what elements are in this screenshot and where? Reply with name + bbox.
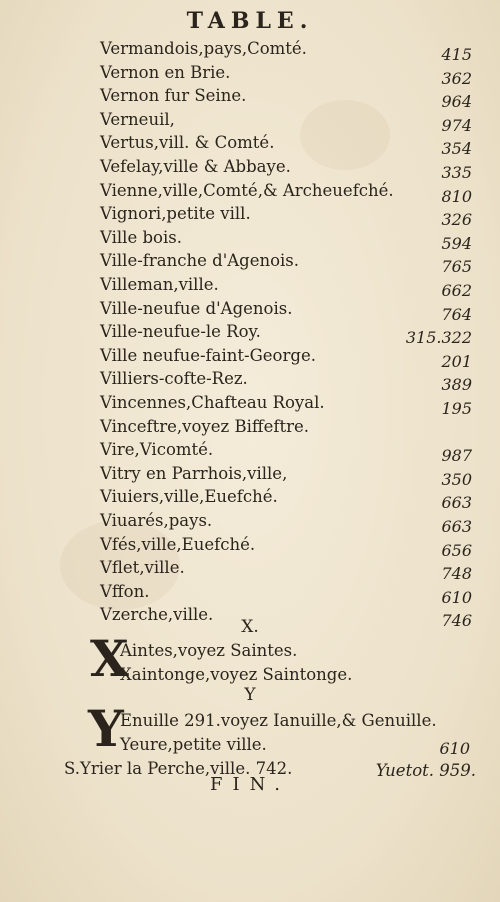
entry-page-number: 201 [441, 351, 472, 371]
index-entry [0, 345, 500, 369]
entry-name: Ville-neufue d'Agenois. [100, 298, 293, 318]
entry-name: Vire,Vicomté. [100, 440, 214, 460]
section-x-line-2: Xaintonge,voyez Saintonge. [120, 665, 353, 684]
index-entry [0, 368, 500, 395]
page-title: TABLE. [186, 8, 314, 34]
index-entry [0, 132, 500, 159]
entry-page-number: 195 [441, 399, 472, 418]
entry-page-number: 594 [441, 233, 472, 253]
section-y-line-1: Enuille 291.voyez Ianuille,& Genuille. [120, 711, 437, 730]
entry-page-number: 974 [441, 115, 472, 135]
section-x-dropcap: X [90, 629, 129, 688]
entry-name: Vignori,petite vill. [100, 204, 251, 224]
entry-page-number: 315.322 [405, 328, 472, 348]
entry-page-number: 748 [441, 564, 472, 584]
index-entry [0, 392, 500, 416]
entry-page-number: 810 [441, 186, 472, 206]
entry-name: Vitry en Parrhois,ville, [100, 463, 288, 483]
entry-page-number: 389 [441, 375, 472, 395]
section-x-heading: X. [241, 617, 259, 637]
entry-page-number: 362 [441, 68, 472, 88]
index-entry [0, 109, 500, 133]
section-y-line-2: Yeure,petite ville. [120, 735, 267, 754]
entry-page-number: 610 [441, 587, 472, 607]
entry-page-number: 335 [441, 163, 472, 182]
entry-page-number: 656 [441, 540, 472, 560]
index-entry [0, 439, 500, 466]
section-y-last-line: S.Yrier la Perche,ville. 742. [64, 759, 293, 778]
entry-name: Ville-franche d'Agenois. [100, 251, 300, 271]
index-entry [0, 274, 500, 298]
entry-name: Vffon. [100, 581, 150, 601]
entry-page-number: 415 [441, 45, 472, 64]
entry-name: Verneuil, [100, 109, 175, 129]
fin-mark: FIN. [210, 774, 290, 795]
entry-name: Vzerche,ville. [100, 605, 214, 625]
entry-name: Villiers-cofte-Rez. [100, 369, 248, 389]
entry-name: Vernon fur Seine. [100, 86, 247, 106]
index-entry [0, 416, 500, 440]
index-entry [0, 463, 500, 487]
entry-page-number: 746 [441, 611, 472, 631]
index-entry [0, 321, 500, 348]
entry-page-number: 987 [441, 446, 472, 466]
entry-page-number: 764 [441, 304, 472, 324]
entry-page-number: 326 [441, 210, 472, 230]
index-entry [0, 180, 500, 204]
index-entry [0, 557, 500, 584]
index-entry [0, 156, 500, 180]
index-entry [0, 38, 500, 62]
entry-name: Vienne,ville,Comté,& Archeuefché. [100, 180, 394, 200]
entry-name: Viuiers,ville,Euefché. [100, 487, 278, 507]
index-entry [0, 298, 500, 322]
entry-name: Vflet,ville. [100, 558, 185, 578]
entry-name: Vernon en Brie. [100, 62, 231, 82]
entry-page-number: 350 [441, 469, 472, 489]
entry-name: Vfés,ville,Euefché. [100, 534, 256, 554]
section-y-line-2-page: 610 [439, 739, 470, 758]
index-entry [0, 250, 500, 277]
entry-name: Vincennes,Chafteau Royal. [100, 393, 325, 412]
entry-name: Vermandois,pays,Comté. [100, 39, 307, 58]
entry-page-number: 662 [441, 281, 472, 300]
entry-page-number: 964 [441, 92, 472, 112]
entry-page-number: 663 [441, 493, 472, 513]
index-entry [0, 227, 500, 251]
entry-name: Ville neufue-faint-George. [100, 345, 316, 365]
entry-name: Viuarés,pays. [100, 511, 213, 530]
section-y-heading: Y [244, 685, 256, 705]
entry-page-number: 765 [441, 257, 472, 277]
section-y-dropcap: Y [88, 699, 124, 758]
index-entry [0, 486, 500, 513]
entry-name: Vertus,vill. & Comté. [100, 133, 275, 153]
index-entry [0, 581, 500, 605]
index-entry [0, 203, 500, 230]
index-entry [0, 62, 500, 86]
entry-name: Vinceftre,voyez Biffeftre. [100, 416, 309, 436]
section-y-last-line-right: Yuetot. 959. [375, 761, 476, 780]
section-x-line-1: Aintes,voyez Saintes. [120, 641, 298, 660]
entry-name: Vefelay,ville & Abbaye. [100, 157, 291, 176]
entry-name: Ville-neufue-le Roy. [100, 322, 261, 342]
index-entry [0, 534, 500, 558]
entry-name: Villeman,ville. [100, 275, 219, 294]
index-entry [0, 510, 500, 534]
entry-page-number: 663 [441, 517, 472, 536]
entry-page-number: 354 [441, 139, 472, 159]
index-entry [0, 85, 500, 112]
entry-name: Ville bois. [100, 227, 182, 247]
